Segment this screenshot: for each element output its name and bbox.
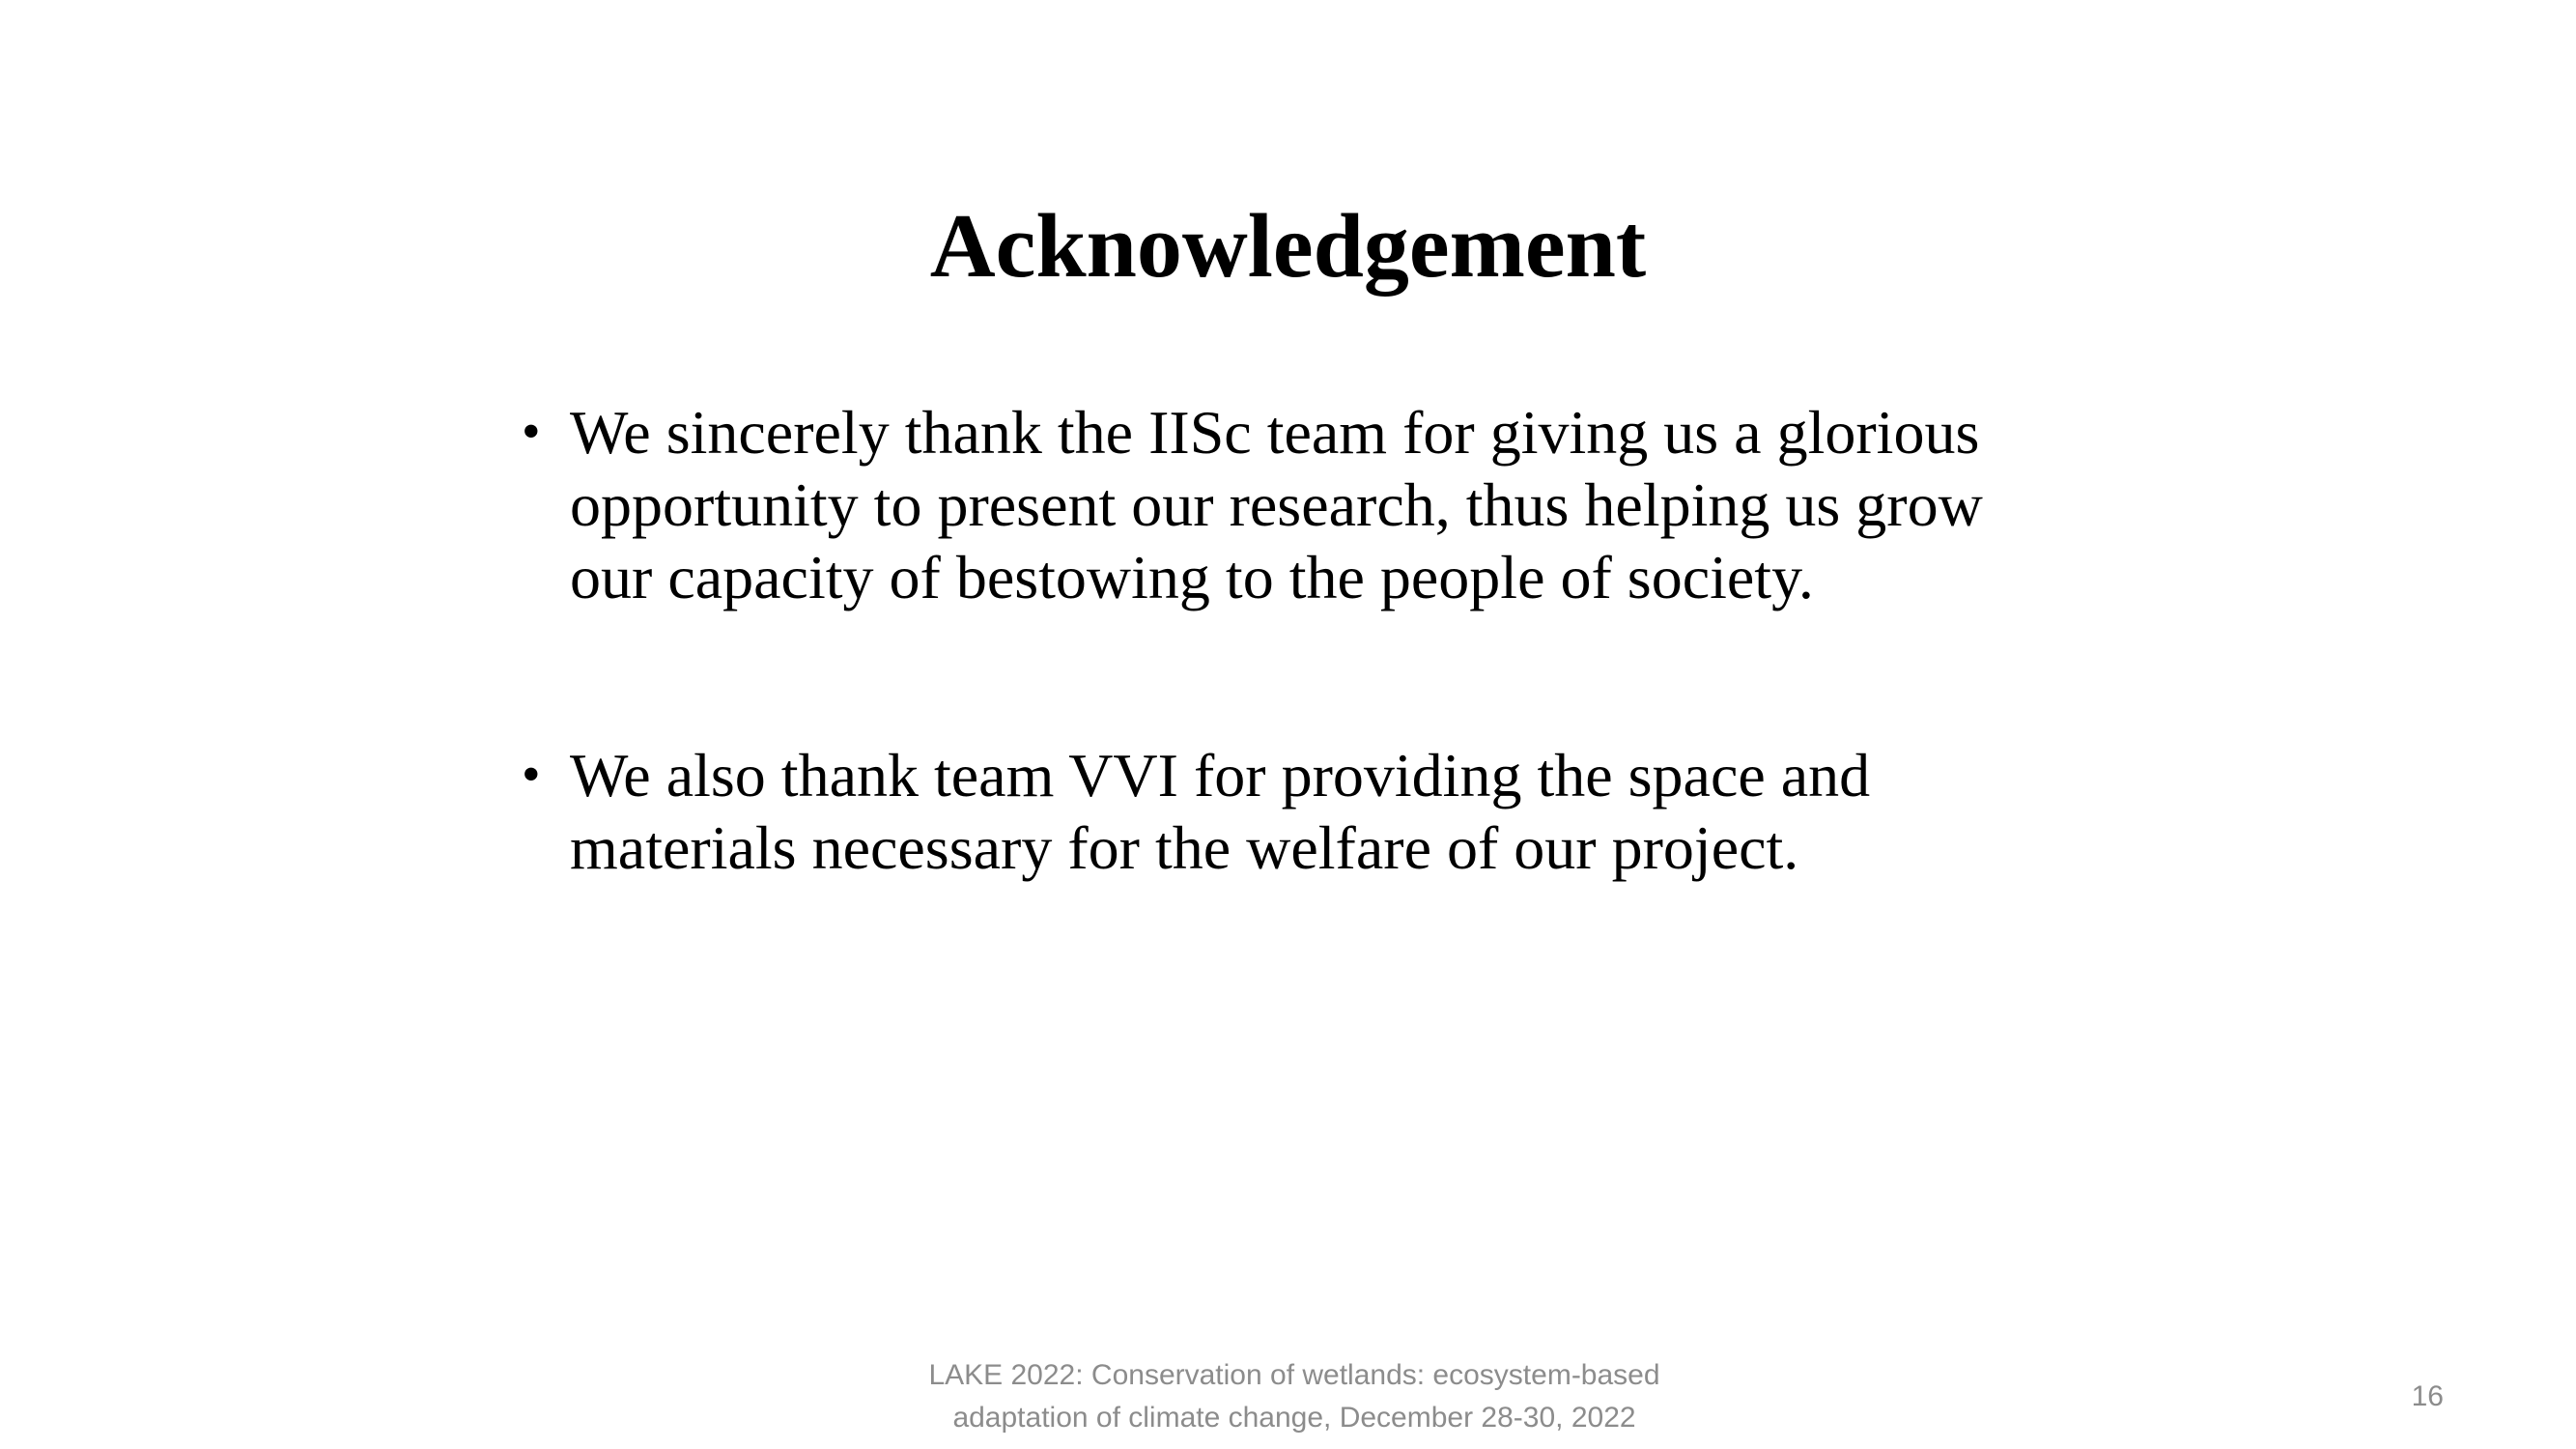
- bullet-text-line: materials necessary for the welfare of our project.: [570, 813, 1799, 882]
- slide-footer: [850, 1354, 1739, 1439]
- slide-title: Acknowledgement: [929, 196, 1647, 297]
- bullet-text-line: We sincerely thank the IISc team for giving us a glorious: [570, 398, 1980, 467]
- slide-number: 16: [2411, 1380, 2444, 1412]
- bullet-text-line: our capacity of bestowing to the people of society.: [570, 543, 1814, 611]
- bullet-item-thanks-vvi: [522, 739, 2086, 884]
- bullet-text-line: opportunity to present our research, thus helping us grow: [570, 470, 1983, 539]
- bullet-text-line: We also thank team VVI for providing the space and: [570, 741, 1871, 810]
- bullet-item-thanks-iisc: [522, 396, 2086, 613]
- footer-line: LAKE 2022: Conservation of wetlands: ecosystem-based: [928, 1359, 1660, 1391]
- footer-line: adaptation of climate change, December 28-30, 2022: [952, 1402, 1636, 1434]
- bullet-icon: •: [522, 745, 541, 805]
- bullet-list: [522, 396, 2086, 884]
- bullet-icon: •: [522, 402, 541, 462]
